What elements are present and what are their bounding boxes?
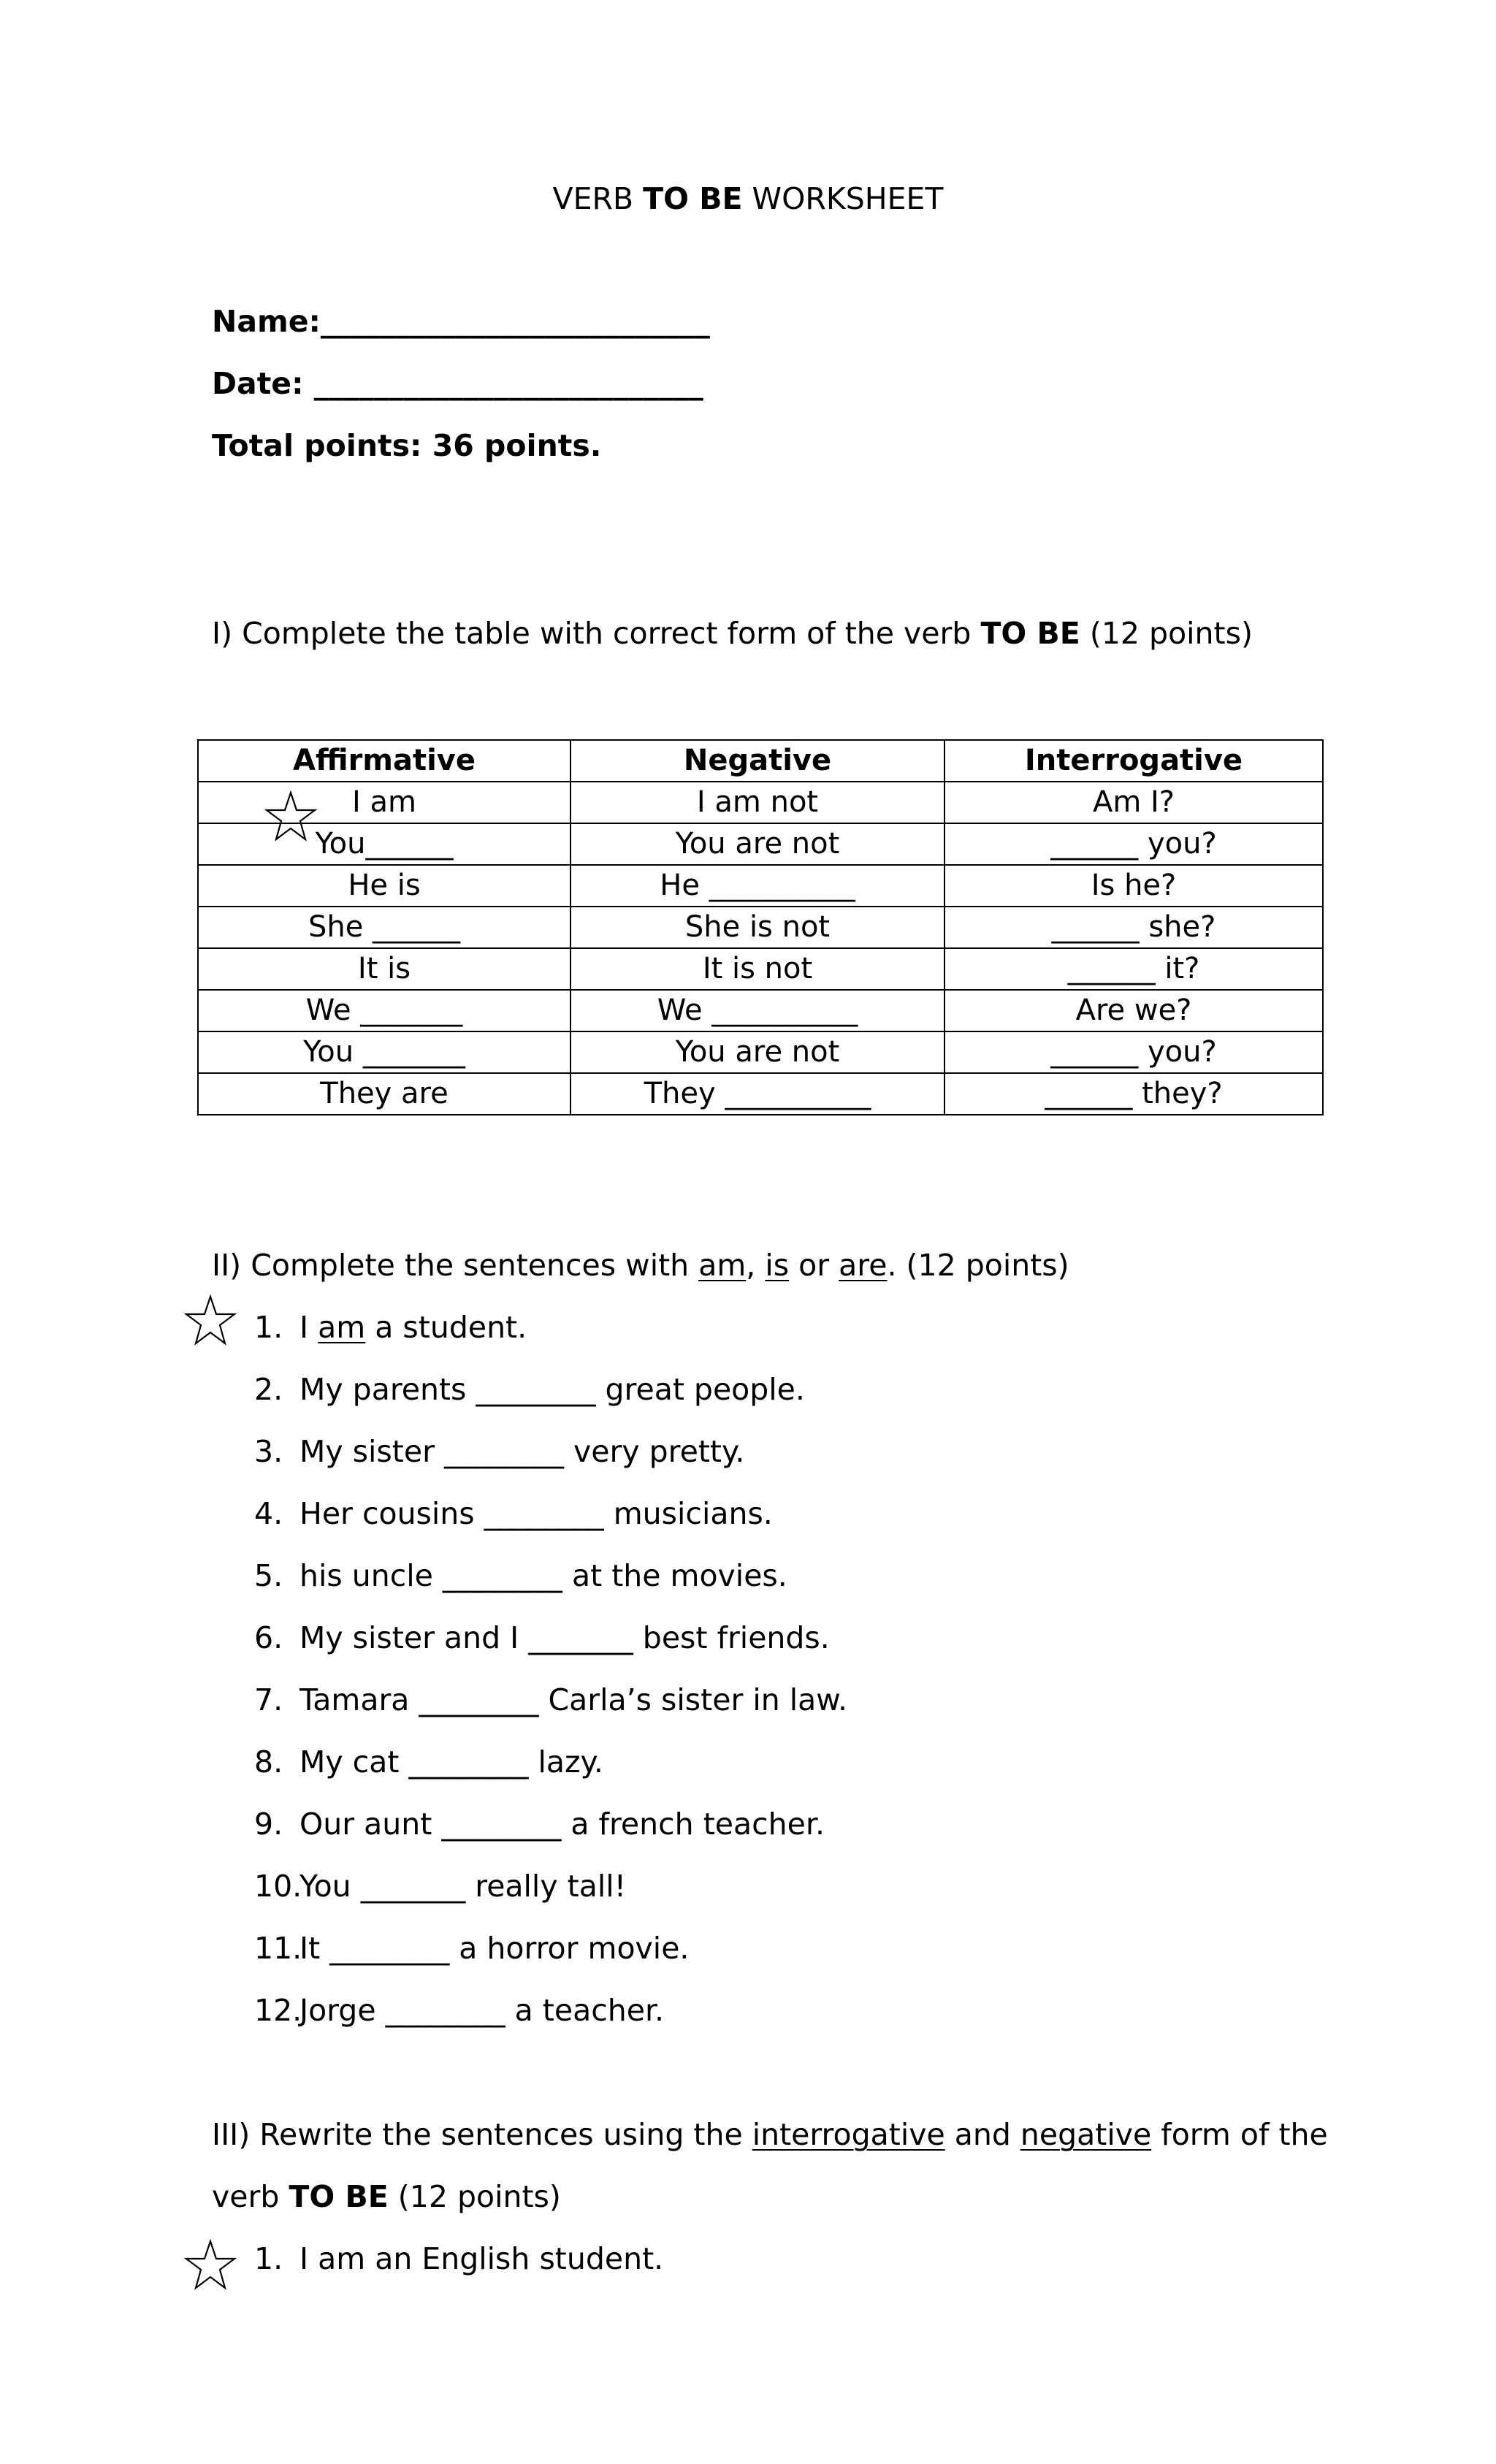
total-points: Total points: 36 points. <box>212 428 602 463</box>
list-item: 10.You _______ really tall! <box>254 1869 627 1904</box>
list-item: 8. My cat ________ lazy. <box>254 1744 603 1780</box>
list-item: 2. My parents ________ great people. <box>254 1372 805 1407</box>
table-row <box>198 1031 1323 1073</box>
table-cell: ______ you? <box>944 823 1323 865</box>
table-cell: I am not <box>570 782 944 823</box>
verb-to-be-table <box>197 739 1324 1115</box>
list-item: 1. I am an English student. <box>254 2241 664 2276</box>
list-item: 11.It ________ a horror movie. <box>254 1931 690 1966</box>
list-item: 5. his uncle ________ at the movies. <box>254 1558 787 1593</box>
table-cell: ______ they? <box>944 1073 1323 1115</box>
table-cell: She ______ <box>198 907 570 948</box>
table-row <box>198 990 1323 1031</box>
list-item: 9. Our aunt ________ a french teacher. <box>254 1807 825 1842</box>
header-affirmative: Affirmative <box>198 740 570 782</box>
table-row <box>198 907 1323 948</box>
star-icon <box>184 2239 237 2292</box>
table-header-row <box>198 740 1323 782</box>
table-cell: She is not <box>570 907 944 948</box>
header-negative: Negative <box>570 740 944 782</box>
table-cell: ______ you? <box>944 1031 1323 1073</box>
table-cell: We __________ <box>570 990 944 1031</box>
list-item: 3. My sister ________ very pretty. <box>254 1434 745 1469</box>
table-cell: You______ <box>198 823 570 865</box>
date-field: Date: __________________________ <box>212 366 703 401</box>
header-interrogative: Interrogative <box>944 740 1323 782</box>
table-cell: You _______ <box>198 1031 570 1073</box>
table-row <box>198 782 1323 823</box>
section3-instruction-line1: III) Rewrite the sentences using the interrogative and negative form of the <box>212 2117 1328 2152</box>
table-cell: ______ she? <box>944 907 1323 948</box>
table-cell: It is not <box>570 948 944 990</box>
star-icon <box>264 790 317 843</box>
list-item: 12.Jorge ________ a teacher. <box>254 1993 665 2028</box>
section2-instruction: II) Complete the sentences with am, is or are. (12 points) <box>212 1248 1069 1283</box>
table-row <box>198 823 1323 865</box>
section1-instruction: I) Complete the table with correct form of the verb TO BE (12 points) <box>212 616 1253 651</box>
table-cell: Are we? <box>944 990 1323 1031</box>
table-cell: Am I? <box>944 782 1323 823</box>
table-cell: You are not <box>570 823 944 865</box>
table-cell: Is he? <box>944 865 1323 907</box>
table-row <box>198 948 1323 990</box>
name-field: Name:__________________________ <box>212 304 710 339</box>
table-row <box>198 865 1323 907</box>
table-cell: We _______ <box>198 990 570 1031</box>
table-cell: I am <box>198 782 570 823</box>
list-item: 6. My sister and I _______ best friends. <box>254 1620 830 1655</box>
star-icon <box>184 1294 237 1347</box>
table-cell: He __________ <box>570 865 944 907</box>
table-cell: It is <box>198 948 570 990</box>
table-cell: They are <box>198 1073 570 1115</box>
list-item: 4. Her cousins ________ musicians. <box>254 1496 773 1531</box>
table-cell: They __________ <box>570 1073 944 1115</box>
table-cell: He is <box>198 865 570 907</box>
section3-instruction-line2: verb TO BE (12 points) <box>212 2179 561 2214</box>
table-cell: ______ it? <box>944 948 1323 990</box>
list-item: 7. Tamara ________ Carla’s sister in law. <box>254 1682 848 1717</box>
table-cell: You are not <box>570 1031 944 1073</box>
page-title: VERB TO BE WORKSHEET <box>552 181 944 216</box>
list-item: 1. I am a student. <box>254 1310 527 1345</box>
table-row <box>198 1073 1323 1115</box>
